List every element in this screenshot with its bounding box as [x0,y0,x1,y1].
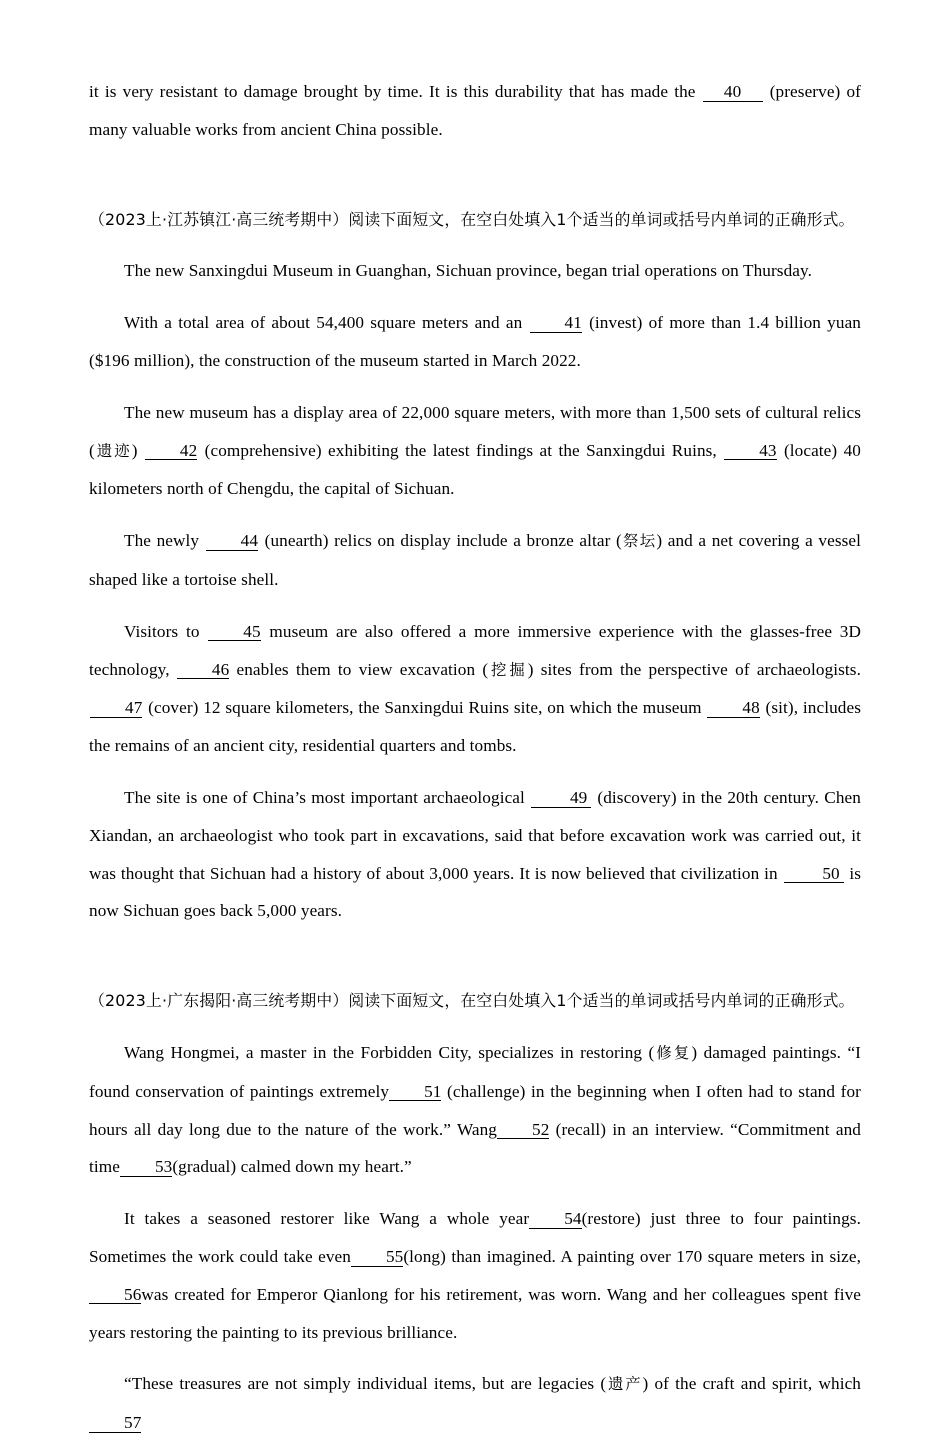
blank-45[interactable]: 45 [208,623,260,642]
text-run: (long) than imagined. A painting over 170 square meters in size, [403,1246,861,1266]
text-run: (sit), includes the remains of an ancient city, residential quarters and tombs. [89,698,861,756]
blank-56[interactable]: 56 [89,1286,141,1305]
paragraph-49-50 [89,779,861,930]
blank-54[interactable]: 54 [529,1210,581,1229]
text-run: (recall) in an interview. “Commitment and time [89,1119,861,1177]
paragraph-54-56 [89,1200,861,1351]
blank-57[interactable]: 57 [89,1414,141,1433]
paragraph-spacer [89,380,861,394]
blank-43[interactable]: 43 [724,442,776,461]
text-run: The new Sanxingdui Museum in Guanghan, Sichuan province, began trial operations on Thursday. [124,261,812,281]
blank-41[interactable]: 41 [530,314,582,333]
text-run: Visitors to [124,621,208,641]
text-run: (comprehensive) exhibiting the latest findings at the Sanxingdui Ruins, [198,440,724,460]
paragraph-spacer [89,1186,861,1200]
text-run: ) sites from the perspective of archaeologists. [527,659,861,679]
gloss-jitan: 祭坛 [621,532,657,551]
text-run: ) of the craft and spirit, which [642,1374,861,1394]
paragraph-51-53 [89,1034,861,1186]
paragraph-spacer [89,599,861,613]
paragraph-41 [89,304,861,380]
text-run: (discovery) in the 20th century. Chen Xiandan, an archaeologist who took part in excavations, said that before excavation work was carried out, it was thought that Sichuan had a history of about 3,000 years. It is now believed that civilization in [89,787,861,883]
gloss-xiufu: 修复 [654,1043,692,1062]
paragraph-spacer [89,1351,861,1365]
blank-47[interactable]: 47 [90,699,142,718]
paragraph-spacer [89,765,861,779]
text-run: ) damaged paintings. “I found conservation of paintings extremely [89,1042,861,1101]
blank-42[interactable]: 42 [145,442,197,461]
text-run: (preserve) of many valuable works from ancient China possible. [89,82,861,139]
text-run: (challenge) in the beginning when I often had to stand for hours all day long due to the nature of the work.” Wang [89,1081,861,1139]
text-run: enables them to view excavation ( [229,659,489,679]
gloss-yiji: 遗迹 [94,441,132,460]
text-run: (unearth) relics on display include a bronze altar ( [259,531,622,551]
paragraph-carryover-40 [89,73,861,149]
blank-51[interactable]: 51 [389,1083,441,1102]
gloss-yichan: 遗产 [606,1375,643,1394]
text-run: (gradual) calmed down my heart.” [172,1157,412,1177]
blank-55[interactable]: 55 [351,1248,403,1267]
section-one-header [89,201,861,239]
text-run: The new museum has a display area of 22,000 square meters, with more than 1,500 sets of cultural relics ( [89,402,861,460]
text-run: The site is one of China’s most important archaeological [124,787,531,807]
text-run: it is very resistant to damage brought by time. It is this durability that has made the [89,82,702,101]
text-run: is now Sichuan goes back 5,000 years. [89,863,861,921]
text-run: ) and a net covering a vessel shaped like a tortoise shell. [89,531,861,589]
paragraph-57 [89,1365,861,1442]
blank-44[interactable]: 44 [206,532,258,551]
blank-53[interactable]: 53 [120,1158,172,1177]
text-run: museum are also offered a more immersive experience with the glasses-free 3D technology, [89,621,862,679]
section-two-header-text: （2023上·广东揭阳·高三统考期中）阅读下面短文，在空白处填入1个适当的单词或括号内单词的正确形式。 [89,991,855,1011]
paragraph-42-43 [89,394,861,508]
paragraph-intro-sanxingdui [89,252,861,290]
text-run: ) [131,440,144,460]
text-run: (restore) just three to four paintings. Sometimes the work could take even [89,1209,861,1266]
section-two-header [89,982,861,1020]
paragraph-spacer [89,238,861,252]
paragraph-spacer [89,1020,861,1034]
paragraph-spacer [89,508,861,522]
text-run: (locate) 40 kilometers north of Chengdu, the capital of Sichuan. [89,440,861,499]
blank-48[interactable]: 48 [707,699,759,718]
blank-50[interactable]: 50 [784,865,844,884]
paragraph-44 [89,522,861,599]
blank-40[interactable]: 40 [703,83,763,102]
blank-46[interactable]: 46 [177,661,229,680]
text-run: “These treasures are not simply individual items, but are legacies ( [124,1374,607,1394]
text-run: With a total area of about 54,400 square meters and an [124,313,529,333]
gloss-wajue: 挖掘 [488,660,528,679]
paragraph-45-48 [89,613,861,765]
text-run: Wang Hongmei, a master in the Forbidden City, specializes in restoring ( [124,1042,655,1062]
section-spacer [89,930,861,982]
paragraph-spacer [89,290,861,304]
text-run: (cover) 12 square kilometers, the Sanxingdui Ruins site, on which the museum [143,698,707,718]
section-one-header-text: （2023上·江苏镇江·高三统考期中）阅读下面短文，在空白处填入1个适当的单词或括号内单词的正确形式。 [89,209,855,229]
blank-52[interactable]: 52 [497,1121,549,1140]
text-run: (invest) of more than 1.4 billion yuan ($196 million), the construction of the museum started in March 2022. [89,313,861,370]
document-body [89,0,861,1442]
blank-49[interactable]: 49 [531,789,591,808]
text-run: was created for Emperor Qianlong for his retirement, was worn. Wang and her colleagues spent five years restoring the painting to its previous brilliance. [89,1284,861,1342]
text-run: The newly [124,531,205,551]
section-spacer [89,149,861,201]
text-run: It takes a seasoned restorer like Wang a whole year [124,1209,530,1229]
